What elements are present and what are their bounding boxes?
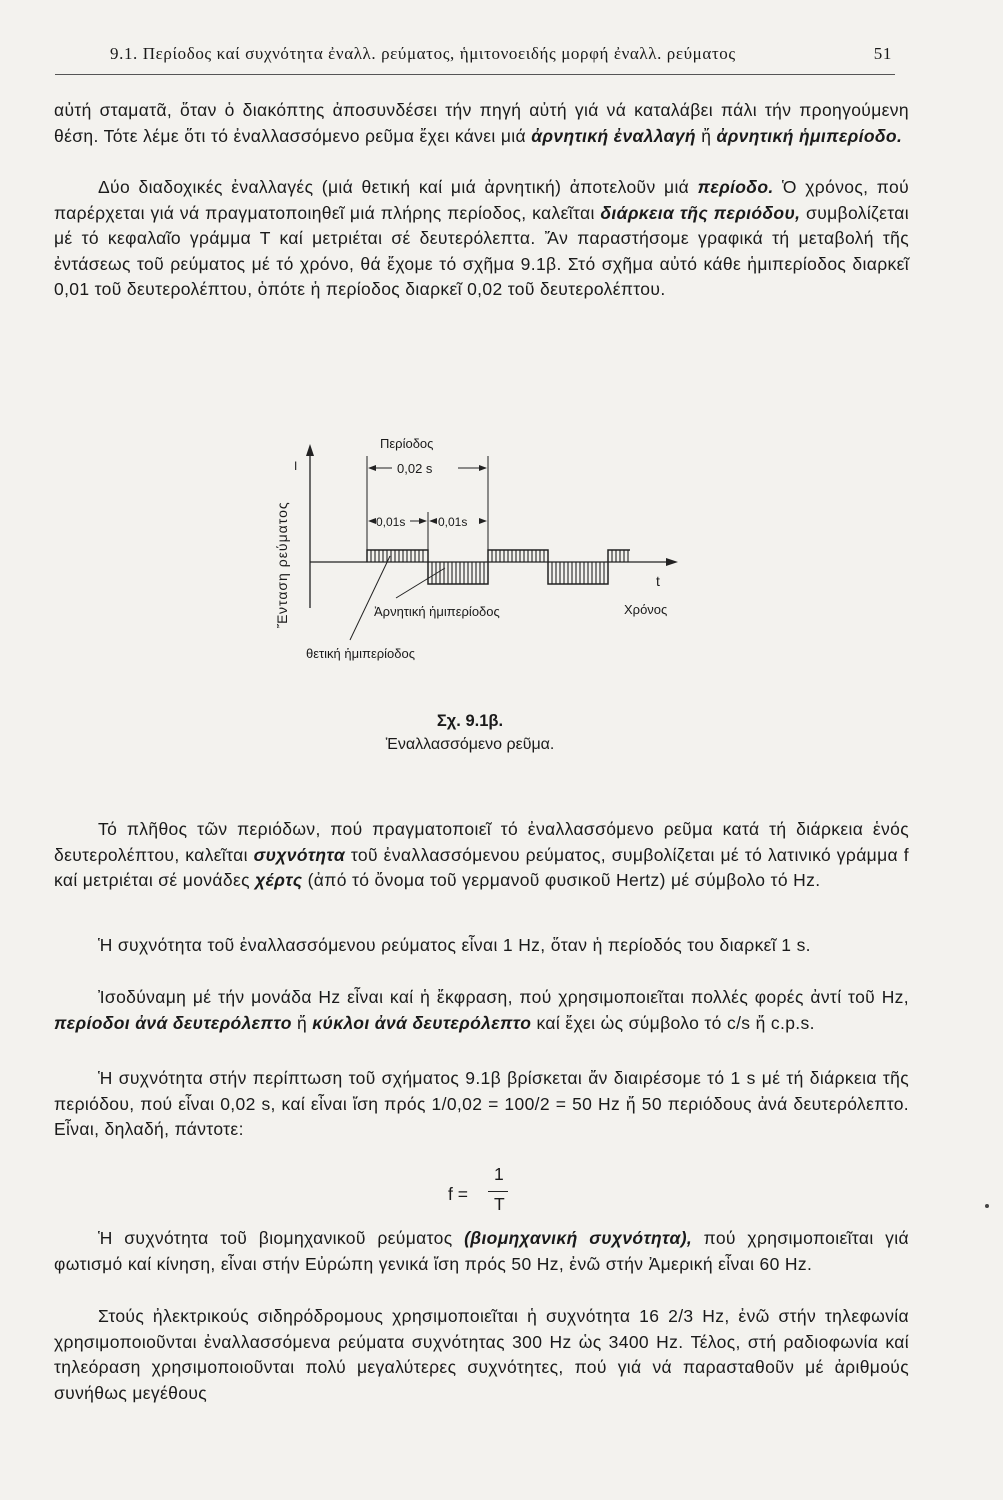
term-industrial-frequency: (βιομηχανική συχνότητα),: [464, 1228, 693, 1248]
period-value: 0,02 s: [397, 461, 433, 476]
term-frequency: συχνότητα: [253, 844, 346, 865]
paragraph-2: [54, 175, 909, 303]
figure-caption-title: Σχ. 9.1β.: [436, 712, 504, 730]
formula-denominator: T: [494, 1194, 505, 1214]
term-period: περίοδο.: [697, 177, 774, 197]
paragraph-6: [54, 1066, 909, 1143]
paragraph-7: [54, 1226, 909, 1277]
time-axis-arrow: [666, 558, 678, 566]
half-2-arrow-left: [429, 518, 437, 524]
term-period-duration: διάρκεια τῆς περιόδου,: [600, 202, 801, 223]
paragraph-3: [54, 817, 909, 894]
term-negative-alternation: ἀρνητική ἐναλλαγή: [531, 125, 696, 146]
formula-lhs: f =: [448, 1184, 468, 1204]
page-number: 51: [873, 44, 892, 63]
paragraph-4: [54, 933, 909, 959]
period-arrow-right: [479, 465, 487, 471]
half-1-arrow-right: [419, 518, 427, 524]
p2-c: συμβολίζεται μέ τό κεφαλαῖο γράμμα Τ καί μετριέται σέ δευτερόλεπτα. Ἄν παραστήσομε γραφικά τή μεταβολή τῆς ἐντάσεως τοῦ ρεύματος μέ τό χρόνο, θά ἔχομε τό σχῆμα 9.1β. Στό σχῆμα αὐτό κάθε ἡμιπερίοδος διαρκεῖ 0,01 τοῦ δευτερολέπτου, ὁπότε ἡ περίοδος διαρκεῖ 0,02 τοῦ δευτερολέπτου.: [54, 202, 909, 300]
negative-half-label: Ἀρνητική ἡμιπερίοδος: [374, 604, 500, 619]
term-periods-per-second: περίοδοι ἀνά δευτερόλεπτο: [54, 1012, 292, 1033]
p6-text: Ἡ συχνότητα στήν περίπτωση τοῦ σχήματος 9.1β βρίσκεται ἄν διαιρέσομε τό 1 s μέ τή διάρκεια τῆς περιόδου, πού εἶναι 0,02 s, καί εἶναι ἴση πρός 1/0,02 = 100/2 = 50 Hz ἤ 50 περιόδους ἀνά δευτερόλεπτο. Εἶναι, δηλαδή, πάντοτε:: [54, 1068, 909, 1140]
p7-b: πού χρησιμοποιεῖται γιά φωτισμό καί κίνηση, εἶναι στήν Εὐρώπη γενικά ἴση πρός 50 Hz, ἐνῶ στήν Ἀμερική εἶναι 60 Hz.: [54, 1228, 909, 1274]
paragraph-5: [54, 985, 909, 1036]
y-tick-label: I: [294, 459, 298, 473]
t-label: t: [656, 573, 660, 589]
formula-numerator: 1: [494, 1164, 504, 1184]
half-period-value-1: 0,01s: [376, 515, 406, 529]
p3-b: τοῦ ἐναλλασσόμενου ρεύματος, συμβολίζεται μέ τό λατινικό γράμμα f καί μετριέται σέ μονάδες: [54, 844, 909, 891]
positive-leader: [350, 556, 390, 640]
positive-hatching: [371, 550, 628, 562]
figure-alternating-current: [270, 428, 710, 668]
frequency-formula: [448, 1164, 528, 1224]
formula-fraction-bar: [488, 1191, 508, 1192]
paragraph-1: [54, 98, 909, 149]
p1-mid: ἤ: [695, 125, 717, 146]
time-label: Χρόνος: [624, 602, 668, 617]
header-rule: [55, 74, 895, 75]
y-axis-arrow: [306, 444, 314, 456]
figure-caption-subtitle: Ἐναλλασσόμενο ρεῦμα.: [385, 736, 555, 753]
p2-b: Ὁ χρόνος, πού παρέρχεται γιά νά πραγματοποιηθεῖ μιά πλήρης περίοδος, καλεῖται: [54, 177, 909, 223]
p5-c: καί ἔχει ὡς σύμβολο τό c/s ἤ c.p.s.: [531, 1012, 815, 1033]
half-2-arrow-right: [479, 518, 487, 524]
p2-a: Δύο διαδοχικές ἐναλλαγές (μιά θετική καί μιά ἀρνητική) ἀποτελοῦν μιά: [98, 177, 698, 197]
p4-text: Ἡ συχνότητα τοῦ ἐναλλασσόμενου ρεύματος εἶναι 1 Hz, ὅταν ἡ περίοδός του διαρκεῖ 1 s.: [98, 935, 811, 955]
p5-b: ἤ: [291, 1012, 313, 1033]
p3-c: (ἀπό τό ὄνομα τοῦ γερμανοῦ φυσικοῦ Hertz) μέ σύμβολο τό Hz.: [302, 870, 821, 891]
running-header: [110, 44, 892, 64]
period-arrow-left: [368, 465, 376, 471]
paragraph-8: [54, 1304, 909, 1406]
term-negative-half-period: ἀρνητική ἡμιπερίοδο.: [716, 125, 903, 146]
period-label: Περίοδος: [380, 436, 434, 451]
print-speck: [985, 1204, 989, 1208]
p5-a: Ἰσοδύναμη μέ τήν μονάδα Hz εἶναι καί ἡ ἔκφραση, πού χρησιμοποιεῖται πολλές φορές ἀντί τοῦ Hz,: [98, 987, 909, 1007]
p8-text: Στούς ἠλεκτρικούς σιδηρόδρομους χρησιμοποιεῖται ἡ συχνότητα 16 2/3 Hz, ἐνῶ στήν τηλεφωνία χρησιμοποιοῦνται ἐναλλασσόμενα ρεύματα συχνότητας 300 Hz ὡς 3400 Hz. Τέλος, στή ραδιοφωνία καί τηλεόραση χρησιμοποιοῦνται πολύ μεγαλύτερες συχνότητες, πού γιά νά παρασταθοῦν μέ ἀριθμούς συνήθως μεγέθους: [54, 1306, 909, 1403]
negative-hatching: [432, 562, 604, 584]
half-period-value-2: 0,01s: [438, 515, 468, 529]
term-cycles-per-second: κύκλοι ἀνά δευτερόλεπτο: [312, 1012, 532, 1033]
half-1-arrow-left: [368, 518, 376, 524]
negative-leader: [396, 568, 445, 598]
p1-text: αὐτή σταματᾶ, ὅταν ὁ διακόπτης ἀποσυνδέσει τήν πηγή αὐτή γιά νά καταλάβει πάλι τήν προηγούμενη θέση. Τότε λέμε ὅτι τό ἐναλλασσόμενο ρεῦμα ἔχει κάνει μιά: [54, 100, 909, 146]
y-axis-label: Ἔνταση ρεύματος: [274, 501, 290, 628]
p7-a: Ἡ συχνότητα τοῦ βιομηχανικοῦ ρεύματος: [98, 1228, 465, 1248]
term-hertz: χέρτς: [255, 870, 303, 891]
positive-half-label: θετική ἡμιπερίοδος: [306, 646, 416, 661]
p3-a: Τό πλῆθος τῶν περιόδων, πού πραγματοποιεῖ τό ἐναλλασσόμενο ρεῦμα κατά τή διάρκεια ἑνός δευτερολέπτου, καλεῖται: [54, 819, 909, 865]
header-title: 9.1. Περίοδος καί συχνότητα ἐναλλ. ρεύματος, ἡμιτονοειδής μορφή ἐναλλ. ρεύματος: [110, 44, 736, 63]
